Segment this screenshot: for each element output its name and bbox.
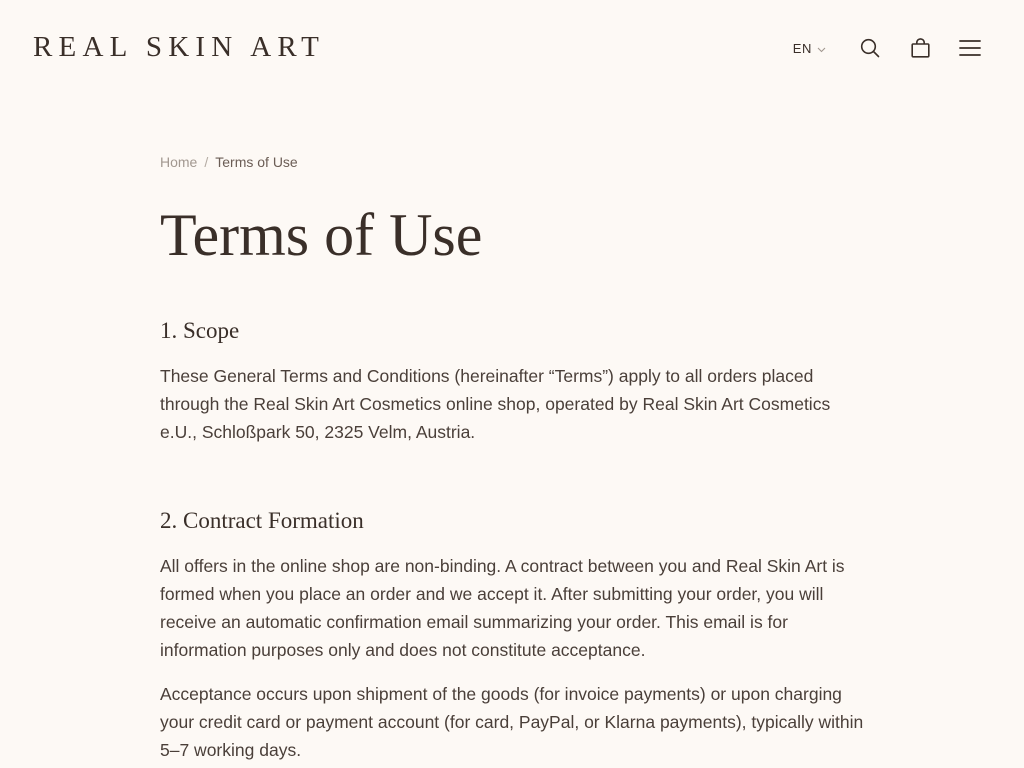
- main-content: [160, 140, 870, 764]
- section-contract-formation: [160, 506, 870, 764]
- site-header: [0, 0, 1024, 96]
- page-title: Terms of Use: [160, 202, 483, 268]
- breadcrumb-home-link[interactable]: Home: [160, 154, 198, 170]
- brand-logo[interactable]: REAL SKIN ART: [33, 31, 326, 63]
- breadcrumb-current: Terms of Use: [215, 154, 298, 170]
- language-selector[interactable]: [793, 41, 826, 56]
- language-label: EN: [792, 40, 812, 56]
- header-actions: [793, 34, 984, 62]
- search-icon[interactable]: [856, 34, 884, 62]
- section-heading-scope: 1. Scope: [160, 318, 240, 343]
- breadcrumb-separator: /: [204, 154, 209, 170]
- section-paragraph: These General Terms and Conditions (hereinafter “Terms”) apply to all orders placed through the Real Skin Art Cosmetics online shop, operated by Real Skin Art Cosmetics e.U., Schloßpark 50, 2325 Velm, Austria.: [160, 366, 831, 442]
- section-scope: [160, 316, 870, 446]
- section-paragraph: Acceptance occurs upon shipment of the goods (for invoice payments) or upon charging your credit card or payment account (for card, PayPal, or Klarna payments), typically within 5–7 working days.: [160, 684, 864, 760]
- shopping-bag-icon[interactable]: [906, 34, 934, 62]
- section-paragraph: All offers in the online shop are non-binding. A contract between you and Real Skin Art is formed when you place an order and we accept it. After submitting your order, you will receive an automatic confirmation email summarizing your order. This email is for information purposes only and does not constitute acceptance.: [160, 556, 845, 660]
- chevron-down-icon: [817, 41, 826, 56]
- section-heading-contract-formation: 2. Contract Formation: [160, 508, 364, 533]
- hamburger-menu-icon[interactable]: [956, 34, 984, 62]
- breadcrumb: [160, 140, 870, 184]
